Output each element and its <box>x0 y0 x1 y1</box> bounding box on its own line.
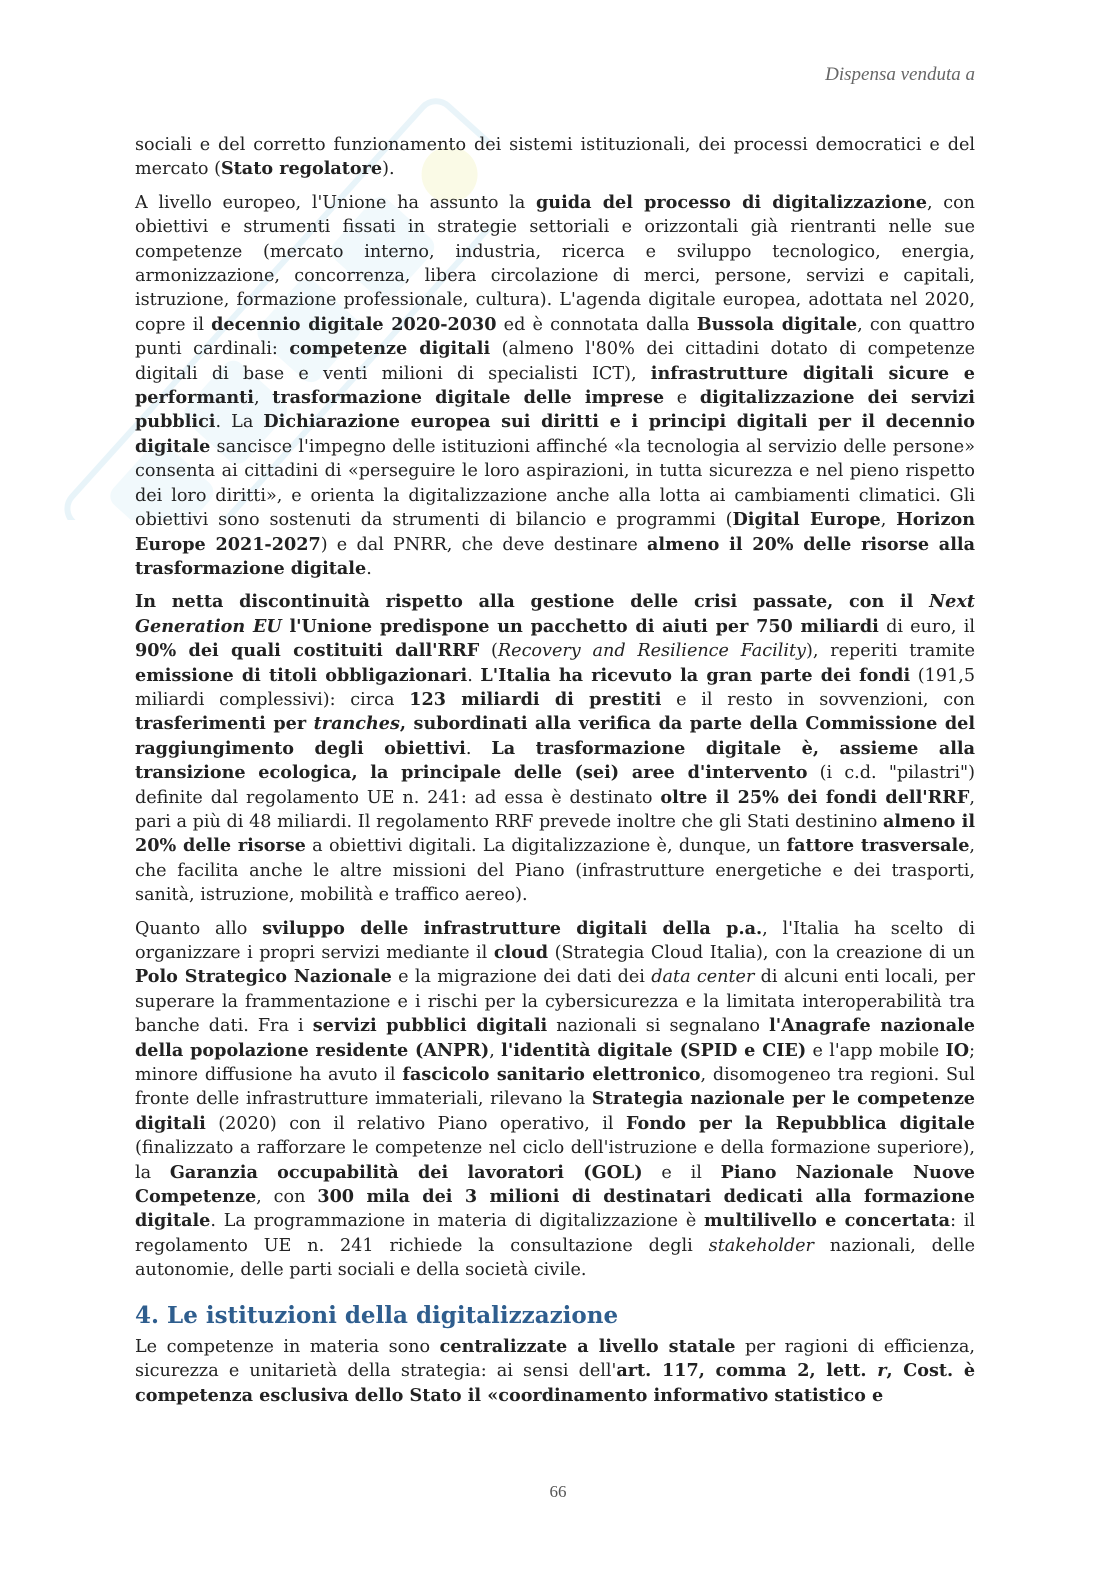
document-body <box>135 133 975 1417</box>
paragraph: In netta discontinuità rispetto alla gestione delle crisi passate, con il Next Generation EU l'Unione predispone un pacchetto di aiuti per 750 miliardi di euro, il 90% dei quali costituiti dall'RRF (Recovery and Resilience Facility), reperiti tramite emissione di titoli obbligazionari. L'Italia ha ricevuto la gran parte dei fondi (191,5 miliardi complessivi): circa 123 miliardi di prestiti e il resto in sovvenzioni, con trasferimenti per tranches, subordinati alla verifica da parte della Commissione del raggiungimento degli obiettivi. La trasformazione digitale è, assieme alla transizione ecologica, la principale delle (sei) aree d'intervento (i c.d. "pilastri") definite dal regolamento UE n. 241: ad essa è destinato oltre il 25% dei fondi dell'RRF, pari a più di 48 miliardi. Il regolamento RRF prevede inoltre che gli Stati destinino almeno il 20% delle risorse a obiettivi digitali. La digitalizzazione è, dunque, un fattore trasversale, che facilita anche le altre missioni del Piano (infrastrutture energetiche e dei trasporti, sanità, istruzione, mobilità e traffico aereo). <box>135 591 976 906</box>
paragraph: sociali e del corretto funzionamento dei sistemi istituzionali, dei processi democratici e del mercato (Stato regolatore). <box>135 135 975 180</box>
paragraph: Le competenze in materia sono centralizzate a livello statale per ragioni di efficienza, sicurezza e unitarietà della strategia: ai sensi dell'art. 117, comma 2, lett. r, Cost. è competenza esclusiva dello Stato il «coordinamento informativo statistico e <box>135 1335 976 1406</box>
section-title: Le istituzioni della digitalizzazione <box>167 1301 619 1329</box>
running-header: Dispensa venduta a <box>825 64 975 85</box>
page-number: 66 <box>549 1482 567 1501</box>
paragraph: A livello europeo, l'Unione ha assunto la guida del processo di digitalizzazione, con obiettivi e strumenti fissati in strategie settoriali e orizzontali già rientranti nelle sue competenze (mercato interno, industria, ricerca e sviluppo tecnologico, energia, armonizzazione, concorrenza, libera circolazione di merci, persone, servizi e capitali, istruzione, formazione professionale, cultura). L'agenda digitale europea, adottata nel 2020, copre il decennio digitale 2020-2030 ed è connotata dalla Bussola digitale, con quattro punti cardinali: competenze digitali (almeno l'80% dei cittadini dotato di competenze digitali di base e venti milioni di specialisti ICT), infrastrutture digitali sicure e performanti, trasformazione digitale delle imprese e digitalizzazione dei servizi pubblici. La Dichiarazione europea sui diritti e i principi digitali per il decennio digitale sancisce l'impegno delle istituzioni affinché «la tecnologia al servizio delle persone» consenta ai cittadini di «perseguire le loro aspirazioni, in tutta sicurezza e nel pieno rispetto dei loro diritti», e orienta la digitalizzazione anche alla lotta ai cambiamenti climatici. Gli obiettivi sono sostenuti da strumenti di bilancio e programmi (Digital Europe, Horizon Europe 2021-2027) e dal PNRR, che deve destinare almeno il 20% delle risorse alla trasformazione digitale. <box>135 191 976 579</box>
section-heading <box>135 1301 975 1331</box>
paragraph: Quanto allo sviluppo delle infrastrutture digitali della p.a., l'Italia ha scelto di organizzare i propri servizi mediante il cloud (Strategia Cloud Italia), con la creazione di un Polo Strategico Nazionale e la migrazione dei dati dei data center di alcuni enti locali, per superare la frammentazione e i rischi per la cybersicurezza e la limitata interoperabilità tra banche dati. Fra i servizi pubblici digitali nazionali si segnalano l'Anagrafe nazionale della popolazione residente (ANPR), l'identità digitale (SPID e CIE) e l'app mobile IO; minore diffusione ha avuto il fascicolo sanitario elettronico, disomogeneo tra regioni. Sul fronte delle infrastrutture immateriali, rilevano la Strategia nazionale per le competenze digitali (2020) con il relativo Piano operativo, il Fondo per la Repubblica digitale (finalizzato a rafforzare le competenze nel ciclo dell'istruzione e della formazione superiore), la Garanzia occupabilità dei lavoratori (GOL) e il Piano Nazionale Nuove Competenze, con 300 mila dei 3 milioni di destinatari dedicati alla formazione digitale. La programmazione in materia di digitalizzazione è multilivello e concertata: il regolamento UE n. 241 richiede la consultazione degli stakeholder nazionali, delle autonomie, delle parti sociali e della società civile. <box>135 917 976 1281</box>
section-number: 4. <box>135 1301 160 1329</box>
